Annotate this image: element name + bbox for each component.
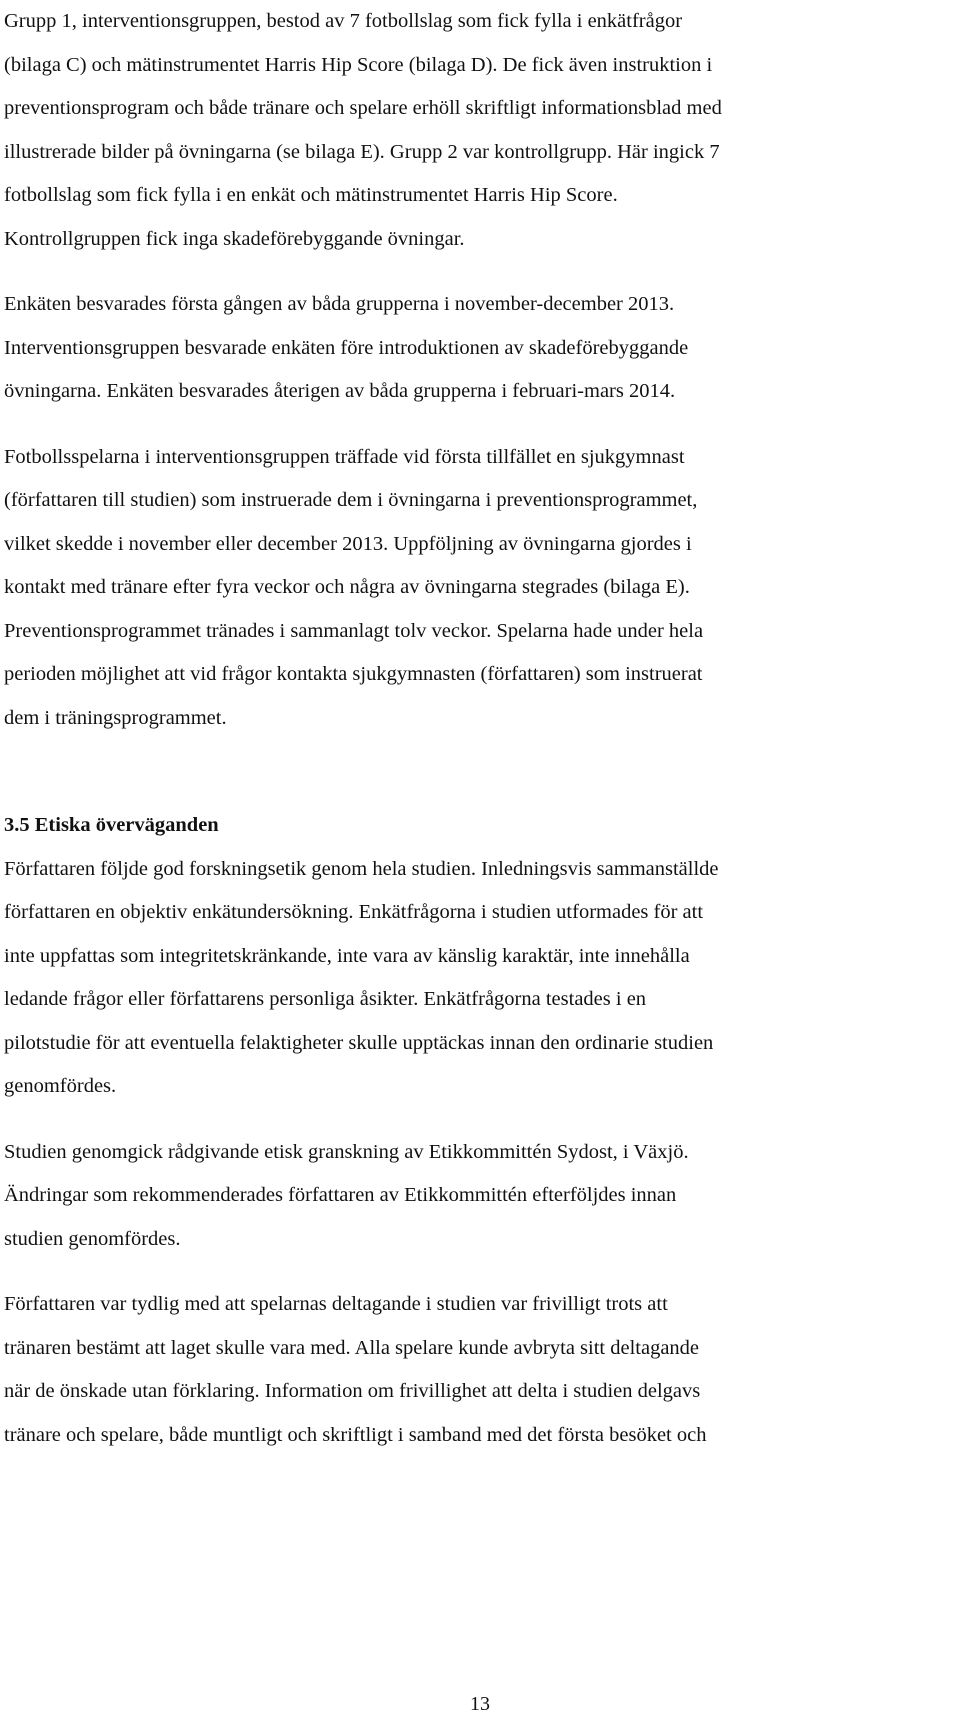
text-line: Kontrollgruppen fick inga skadeförebyggande övningar.	[4, 227, 465, 250]
text-line: Interventionsgruppen besvarade enkäten före introduktionen av skadeförebyggande	[4, 336, 689, 359]
text-line: tränare och spelare, både muntligt och skriftligt i samband med det första besöket och	[4, 1423, 707, 1446]
text-line: Preventionsprogrammet tränades i sammanlagt tolv veckor. Spelarna hade under hela	[4, 619, 704, 642]
text-line: kontakt med tränare efter fyra veckor och några av övningarna stegrades (bilaga E).	[4, 576, 690, 598]
page-number: 13	[470, 1693, 490, 1715]
text-line: ledande frågor eller författarens personliga åsikter. Enkätfrågorna testades i en	[4, 988, 647, 1010]
text-line: Enkäten besvarades första gången av båda grupperna i november-december 2013.	[4, 293, 675, 315]
text-line: tränaren bestämt att laget skulle vara med. Alla spelare kunde avbryta sitt deltagande	[4, 1336, 700, 1359]
text-line: författaren en objektiv enkätundersökning. Enkätfrågorna i studien utformades för att	[4, 901, 704, 923]
paragraph-spacer	[4, 1109, 944, 1131]
paragraph-spacer	[4, 1261, 944, 1283]
text-line: vilket skedde i november eller december 2013. Uppföljning av övningarna gjordes i	[4, 532, 692, 555]
section-heading: 3.5 Etiska överväganden	[4, 814, 219, 836]
text-line: (författaren till studien) som instruerade dem i övningarna i preventionsprogrammet,	[4, 489, 698, 511]
text-line: illustrerade bilder på övningarna (se bilaga E). Grupp 2 var kontrollgrupp. Här ingick 7	[4, 140, 720, 163]
text-line: genomfördes.	[4, 1075, 117, 1097]
text-line: pilotstudie för att eventuella felaktigheter skulle upptäckas innan den ordinarie studien	[4, 1031, 714, 1054]
text-line: dem i träningsprogrammet.	[4, 706, 227, 729]
paragraph-intervention	[4, 436, 944, 741]
section-spacer	[4, 740, 944, 804]
paragraph-ethics-review	[4, 1131, 944, 1262]
text-line: preventionsprogram och både tränare och spelare erhöll skriftligt informationsblad med	[4, 97, 722, 119]
text-line: fotbollslag som fick fylla i en enkät och mätinstrumentet Harris Hip Score.	[4, 184, 618, 206]
paragraph-spacer	[4, 261, 944, 283]
paragraph-voluntary-participation	[4, 1283, 944, 1457]
text-line: Fotbollsspelarna i interventionsgruppen träffade vid första tillfället en sjukgymnast	[4, 445, 685, 468]
text-line: studien genomfördes.	[4, 1227, 181, 1250]
text-line: övningarna. Enkäten besvarades återigen av båda grupperna i februari-mars 2014.	[4, 380, 676, 402]
paragraph-study-groups	[4, 0, 944, 261]
text-line: inte uppfattas som integritetskränkande, inte vara av känslig karaktär, inte innehålla	[4, 944, 690, 967]
paragraph-survey-timing	[4, 283, 944, 414]
text-line: (bilaga C) och mätinstrumentet Harris Hip Score (bilaga D). De fick även instruktion i	[4, 53, 713, 76]
text-line: Ändringar som rekommenderades författaren av Etikkommittén efterföljdes innan	[4, 1184, 677, 1206]
text-line: Författaren var tydlig med att spelarnas deltagande i studien var frivilligt trots att	[4, 1293, 668, 1315]
text-line: när de önskade utan förklaring. Information om frivillighet att delta i studien delgavs	[4, 1380, 701, 1402]
paragraph-research-ethics	[4, 848, 944, 1109]
text-line: Studien genomgick rådgivande etisk granskning av Etikkommittén Sydost, i Växjö.	[4, 1140, 689, 1163]
text-line: Grupp 1, interventionsgruppen, bestod av 7 fotbollslag som fick fylla i enkätfrågor	[4, 10, 683, 32]
paragraph-spacer	[4, 414, 944, 436]
document-page	[4, 0, 944, 1457]
text-line: perioden möjlighet att vid frågor kontakta sjukgymnasten (författaren) som instruerat	[4, 663, 703, 685]
text-line: Författaren följde god forskningsetik genom hela studien. Inledningsvis sammanställde	[4, 857, 719, 880]
